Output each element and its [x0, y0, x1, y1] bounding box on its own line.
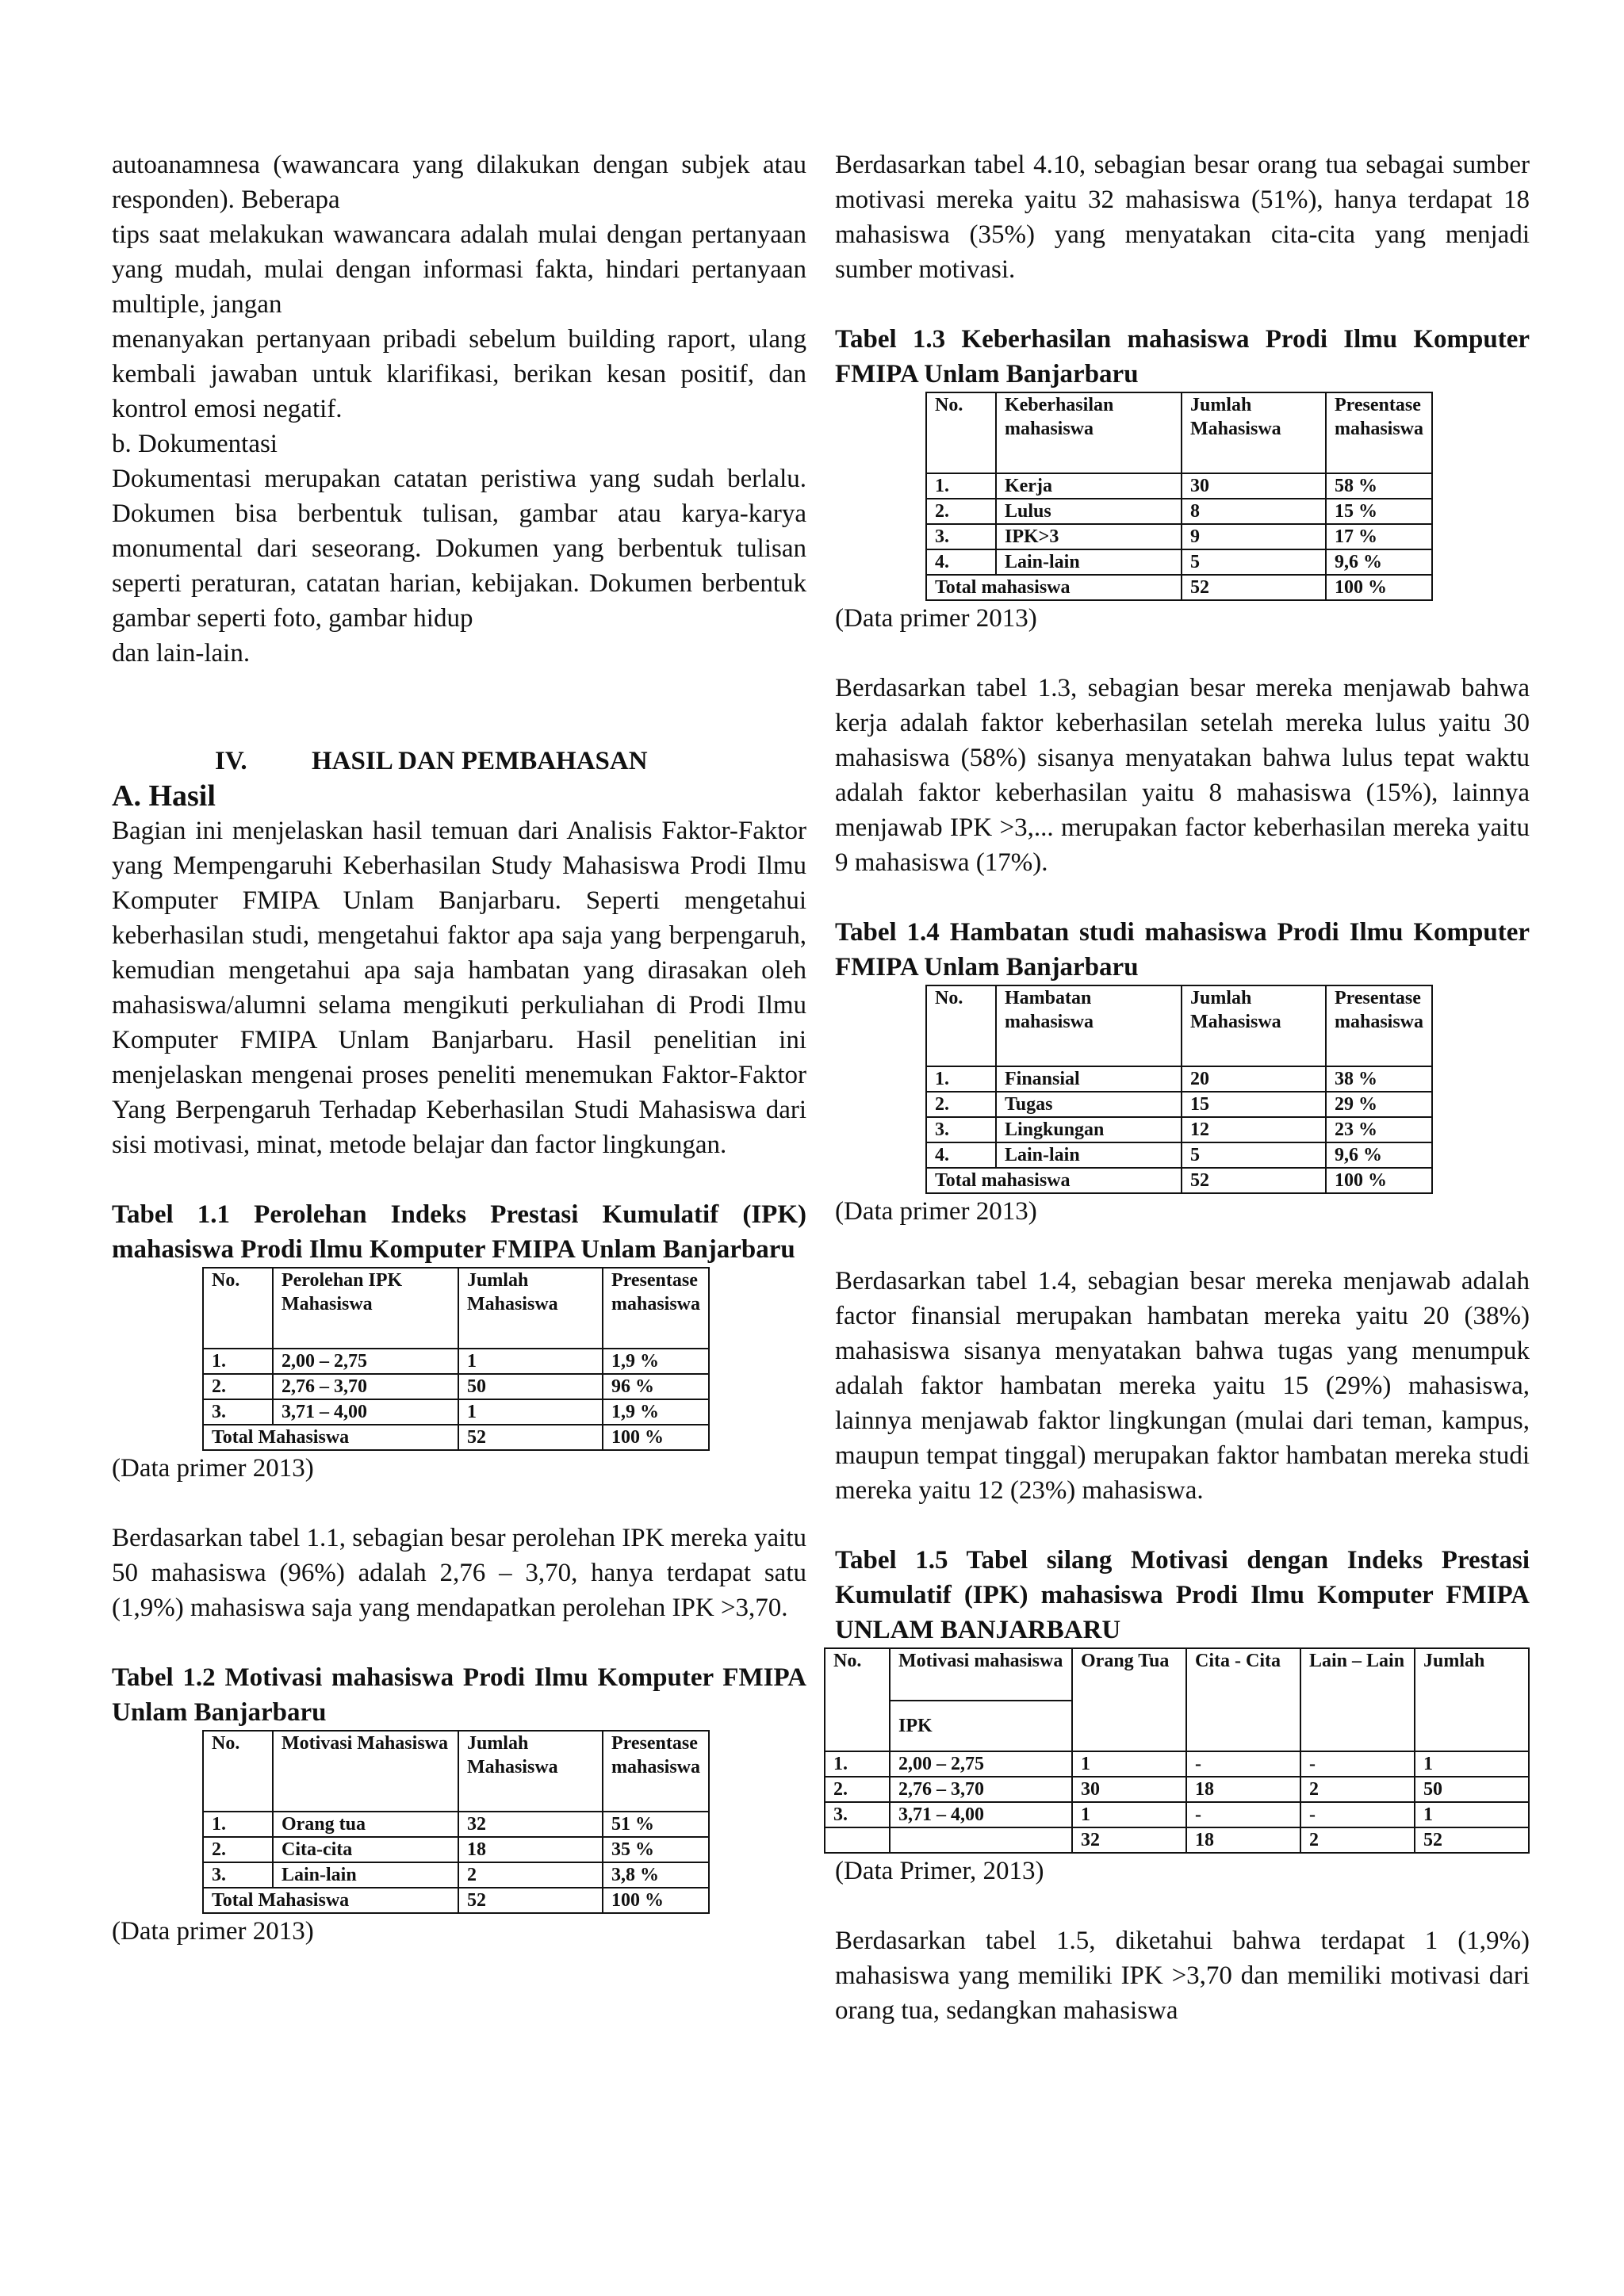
- table-cell: 35 %: [603, 1837, 709, 1862]
- table-cell: 12: [1182, 1117, 1326, 1142]
- table-cell: 1.: [825, 1751, 890, 1777]
- table-cell: Cita-cita: [273, 1837, 458, 1862]
- table-cell: 9: [1182, 524, 1326, 549]
- left-column: [112, 147, 806, 1949]
- table-cell: 1.: [926, 473, 996, 499]
- table-cell: 2.: [203, 1837, 273, 1862]
- table-header: Perolehan IPK Mahasiswa: [273, 1268, 458, 1349]
- table-1-1-caption: Tabel 1.1 Perolehan Indeks Prestasi Kumulatif (IPK) mahasiswa Prodi Ilmu Komputer FMIPA Unlam Banjarbaru: [112, 1200, 806, 1264]
- table-cell: 2: [1300, 1827, 1415, 1853]
- table-cell: 1: [1072, 1751, 1186, 1777]
- table-cell: 3,71 – 4,00: [890, 1802, 1072, 1827]
- table-cell: 18: [1186, 1827, 1300, 1853]
- table-header: Jumlah Mahasiswa: [1182, 985, 1326, 1066]
- table-cell: 4.: [926, 549, 996, 575]
- table-cell: [825, 1827, 890, 1853]
- table-cell: 4.: [926, 1142, 996, 1168]
- table-header: Jumlah Mahasiswa: [458, 1268, 603, 1349]
- table-cell: -: [1300, 1751, 1415, 1777]
- table-1-1: [202, 1267, 710, 1451]
- table-header: Hambatan mahasiswa: [996, 985, 1182, 1066]
- table-cell: 52: [1182, 1168, 1326, 1193]
- table-cell: Finansial: [996, 1066, 1182, 1092]
- table-header: No.: [203, 1268, 273, 1349]
- table-1-2-caption: Tabel 1.2 Motivasi mahasiswa Prodi Ilmu Komputer FMIPA Unlam Banjarbaru: [112, 1663, 806, 1727]
- paragraph-table-1-1: Berdasarkan tabel 1.1, sebagian besar perolehan IPK mereka yaitu 50 mahasiswa (96%) adalah 2,76 – 3,70, hanya terdapat satu (1,9%) mahasiswa saja yang mendapatkan perolehan IPK >3,70.: [112, 1524, 806, 1622]
- table-cell: 1,9 %: [603, 1349, 709, 1374]
- table-cell: 3.: [203, 1399, 273, 1425]
- table-cell: 100 %: [603, 1888, 709, 1913]
- table-cell: Tugas: [996, 1092, 1182, 1117]
- table-cell: Lain-lain: [996, 549, 1182, 575]
- table-cell: Lulus: [996, 499, 1182, 524]
- table-cell: 51 %: [603, 1812, 709, 1837]
- table-cell: Lain-lain: [273, 1862, 458, 1888]
- table-header: Jumlah Mahasiswa: [458, 1731, 603, 1812]
- table-cell: 2: [1300, 1777, 1415, 1802]
- table-cell: -: [1186, 1802, 1300, 1827]
- table-1-1-source: (Data primer 2013): [112, 1454, 314, 1483]
- table-cell: 5: [1182, 1142, 1326, 1168]
- right-column: [835, 147, 1530, 2028]
- table-cell: 29 %: [1326, 1092, 1432, 1117]
- dokumentasi-heading: b. Dokumentasi: [112, 430, 278, 458]
- table-header: Presentase mahasiswa: [1326, 392, 1432, 473]
- table-header: IPK: [890, 1701, 1072, 1751]
- section-number: IV.: [215, 747, 247, 775]
- table-cell: -: [1300, 1802, 1415, 1827]
- table-1-2: [202, 1730, 710, 1914]
- table-cell: 2.: [825, 1777, 890, 1802]
- table-cell: 52: [458, 1425, 603, 1450]
- table-cell: 3,8 %: [603, 1862, 709, 1888]
- table-cell: Lain-lain: [996, 1142, 1182, 1168]
- table-1-3-source: (Data primer 2013): [835, 604, 1037, 633]
- table-cell: 50: [458, 1374, 603, 1399]
- table-header: Orang Tua: [1072, 1648, 1186, 1751]
- table-total-label: Total Mahasiswa: [203, 1888, 458, 1913]
- paragraph-tips: tips saat melakukan wawancara adalah mulai dengan pertanyaan yang mudah, mulai dengan informasi fakta, hindari pertanyaan multiple, jangan: [112, 220, 806, 319]
- subsection-heading: A. Hasil: [112, 779, 216, 813]
- table-cell: 17 %: [1326, 524, 1432, 549]
- table-cell: 32: [1072, 1827, 1186, 1853]
- table-cell: 52: [1415, 1827, 1529, 1853]
- table-1-3-caption: Tabel 1.3 Keberhasilan mahasiswa Prodi Ilmu Komputer FMIPA Unlam Banjarbaru: [835, 325, 1530, 388]
- table-cell: 3.: [203, 1862, 273, 1888]
- paragraph-table-1-5: Berdasarkan tabel 1.5, diketahui bahwa terdapat 1 (1,9%) mahasiswa yang memiliki IPK >3,70 dan memiliki motivasi dari orang tua, sedangkan mahasiswa: [835, 1927, 1530, 2025]
- section-title: HASIL DAN PEMBAHASAN: [312, 747, 648, 775]
- table-cell: 32: [458, 1812, 603, 1837]
- table-header: No.: [825, 1648, 890, 1751]
- paragraph-questions: menanyakan pertanyaan pribadi sebelum building raport, ulang kembali jawaban untuk klarifikasi, berikan kesan positif, dan kontrol emosi negatif.: [112, 325, 806, 423]
- table-header: Keberhasilan mahasiswa: [996, 392, 1182, 473]
- table-cell: 1: [1072, 1802, 1186, 1827]
- table-cell: 2,00 – 2,75: [890, 1751, 1072, 1777]
- table-header: No.: [926, 985, 996, 1066]
- paragraph-table-1-3: Berdasarkan tabel 1.3, sebagian besar mereka menjawab bahwa kerja adalah faktor keberhasilan setelah mereka lulus yaitu 30 mahasiswa (58%) sisanya menyatakan bahwa lulus tepat waktu adalah faktor keberhasilan yaitu 8 mahasiswa (15%), lainnya menjawab IPK >3,... merupakan factor keberhasilan mereka yaitu 9 mahasiswa (17%).: [835, 674, 1530, 877]
- table-cell: 100 %: [603, 1425, 709, 1450]
- table-cell: 1.: [926, 1066, 996, 1092]
- paragraph-table-1-4: Berdasarkan tabel 1.4, sebagian besar mereka menjawab adalah factor finansial merupakan hambatan mereka yaitu 20 (38%) mahasiswa sisanya menyatakan bahwa tugas yang menumpuk adalah faktor hambatan mereka yaitu 15 (29%) mahasiswa, lainnya menjawab faktor lingkungan (mulai dari teman, kampus, maupun tempat tinggal) merupakan faktor hambatan mereka studi mereka yaitu 12 (23%) mahasiswa.: [835, 1267, 1530, 1505]
- table-header: Cita - Cita: [1186, 1648, 1300, 1751]
- section-heading: [112, 744, 806, 779]
- table-header: Lain – Lain: [1300, 1648, 1415, 1751]
- table-cell: Lingkungan: [996, 1117, 1182, 1142]
- table-cell: 1: [458, 1399, 603, 1425]
- table-header: Presentase mahasiswa: [603, 1268, 709, 1349]
- table-cell: 3.: [926, 524, 996, 549]
- table-cell: 1.: [203, 1349, 273, 1374]
- table-cell: Kerja: [996, 473, 1182, 499]
- table-cell: 96 %: [603, 1374, 709, 1399]
- table-cell: 3,71 – 4,00: [273, 1399, 458, 1425]
- table-1-3: [925, 392, 1433, 601]
- table-total-label: Total mahasiswa: [926, 1168, 1182, 1193]
- table-cell: 52: [1182, 575, 1326, 600]
- table-cell: 52: [458, 1888, 603, 1913]
- table-cell: 9,6 %: [1326, 1142, 1432, 1168]
- table-header: Presentase mahasiswa: [1326, 985, 1432, 1066]
- table-cell: 1: [458, 1349, 603, 1374]
- table-cell: 15: [1182, 1092, 1326, 1117]
- table-cell: 30: [1072, 1777, 1186, 1802]
- table-cell: 2.: [926, 499, 996, 524]
- table-header: Jumlah: [1415, 1648, 1529, 1751]
- table-1-2-source: (Data primer 2013): [112, 1917, 314, 1946]
- table-cell: 58 %: [1326, 473, 1432, 499]
- table-total-label: Total mahasiswa: [926, 575, 1182, 600]
- paragraph-table-4-10: Berdasarkan tabel 4.10, sebagian besar orang tua sebagai sumber motivasi mereka yaitu 32 mahasiswa (51%), hanya terdapat 18 mahasiswa (35%) yang menyatakan cita-cita yang menjadi sumber motivasi.: [835, 151, 1530, 284]
- table-cell: 9,6 %: [1326, 549, 1432, 575]
- paragraph-hasil: Bagian ini menjelaskan hasil temuan dari Analisis Faktor-Faktor yang Mempengaruhi Keberhasilan Study Mahasiswa Prodi Ilmu Komputer FMIPA Unlam Banjarbaru. Seperti mengetahui keberhasilan studi, mengetahui faktor apa saja yang berpengaruh, kemudian mengetahui apa saja hambatan yang dirasakan oleh mahasiswa/alumni selama mengikuti perkuliahan di Prodi Ilmu Komputer FMIPA Unlam Banjarbaru. Hasil penelitian ini menjelaskan mengenai proses peneliti menemukan Faktor-Faktor Yang Berpengaruh Terhadap Keberhasilan Studi Mahasiswa dari sisi motivasi, minat, metode belajar dan factor lingkungan.: [112, 817, 806, 1159]
- table-cell: 2,76 – 3,70: [890, 1777, 1072, 1802]
- table-cell: 1: [1415, 1802, 1529, 1827]
- table-cell: 18: [458, 1837, 603, 1862]
- table-cell: 20: [1182, 1066, 1326, 1092]
- table-cell: 18: [1186, 1777, 1300, 1802]
- table-total-label: Total Mahasiswa: [203, 1425, 458, 1450]
- table-cell: 1,9 %: [603, 1399, 709, 1425]
- table-cell: 100 %: [1326, 575, 1432, 600]
- table-header: Jumlah Mahasiswa: [1182, 392, 1326, 473]
- table-cell: -: [1186, 1751, 1300, 1777]
- table-cell: 8: [1182, 499, 1326, 524]
- table-1-4-caption: Tabel 1.4 Hambatan studi mahasiswa Prodi Ilmu Komputer FMIPA Unlam Banjarbaru: [835, 918, 1530, 982]
- table-1-5-caption: Tabel 1.5 Tabel silang Motivasi dengan Indeks Prestasi Kumulatif (IPK) mahasiswa Prodi Ilmu Komputer FMIPA UNLAM BANJARBARU: [835, 1546, 1530, 1644]
- table-1-5: [824, 1647, 1530, 1854]
- table-cell: 50: [1415, 1777, 1529, 1802]
- table-cell: [890, 1827, 1072, 1853]
- paragraph-autoanamnesa: autoanamnesa (wawancara yang dilakukan dengan subjek atau responden). Beberapa: [112, 151, 806, 214]
- paragraph-dokumentasi: Dokumentasi merupakan catatan peristiwa yang sudah berlalu. Dokumen bisa berbentuk tulisan, gambar atau karya-karya monumental dari seseorang. Dokumen yang berbentuk tulisan seperti peraturan, catatan harian, kebijakan. Dokumen berbentuk gambar seperti foto, gambar hidup: [112, 465, 806, 633]
- paragraph-lain-lain: dan lain-lain.: [112, 639, 251, 668]
- table-header: No.: [926, 392, 996, 473]
- table-1-4: [925, 985, 1433, 1194]
- table-1-5-source: (Data Primer, 2013): [835, 1857, 1044, 1885]
- table-cell: 3.: [926, 1117, 996, 1142]
- table-cell: 5: [1182, 549, 1326, 575]
- table-header: Motivasi Mahasiswa: [273, 1731, 458, 1812]
- table-cell: 100 %: [1326, 1168, 1432, 1193]
- table-cell: 2: [458, 1862, 603, 1888]
- table-cell: 2.: [203, 1374, 273, 1399]
- table-cell: 2,76 – 3,70: [273, 1374, 458, 1399]
- table-cell: 30: [1182, 473, 1326, 499]
- table-header: Presentase mahasiswa: [603, 1731, 709, 1812]
- table-header: No.: [203, 1731, 273, 1812]
- table-1-4-source: (Data primer 2013): [835, 1197, 1037, 1226]
- table-cell: 2.: [926, 1092, 996, 1117]
- table-header: Motivasi mahasiswa: [890, 1648, 1072, 1701]
- table-cell: IPK>3: [996, 524, 1182, 549]
- table-cell: 1: [1415, 1751, 1529, 1777]
- table-cell: 15 %: [1326, 499, 1432, 524]
- table-cell: 3.: [825, 1802, 890, 1827]
- table-cell: 23 %: [1326, 1117, 1432, 1142]
- table-cell: 1.: [203, 1812, 273, 1837]
- table-cell: Orang tua: [273, 1812, 458, 1837]
- table-cell: 38 %: [1326, 1066, 1432, 1092]
- table-cell: 2,00 – 2,75: [273, 1349, 458, 1374]
